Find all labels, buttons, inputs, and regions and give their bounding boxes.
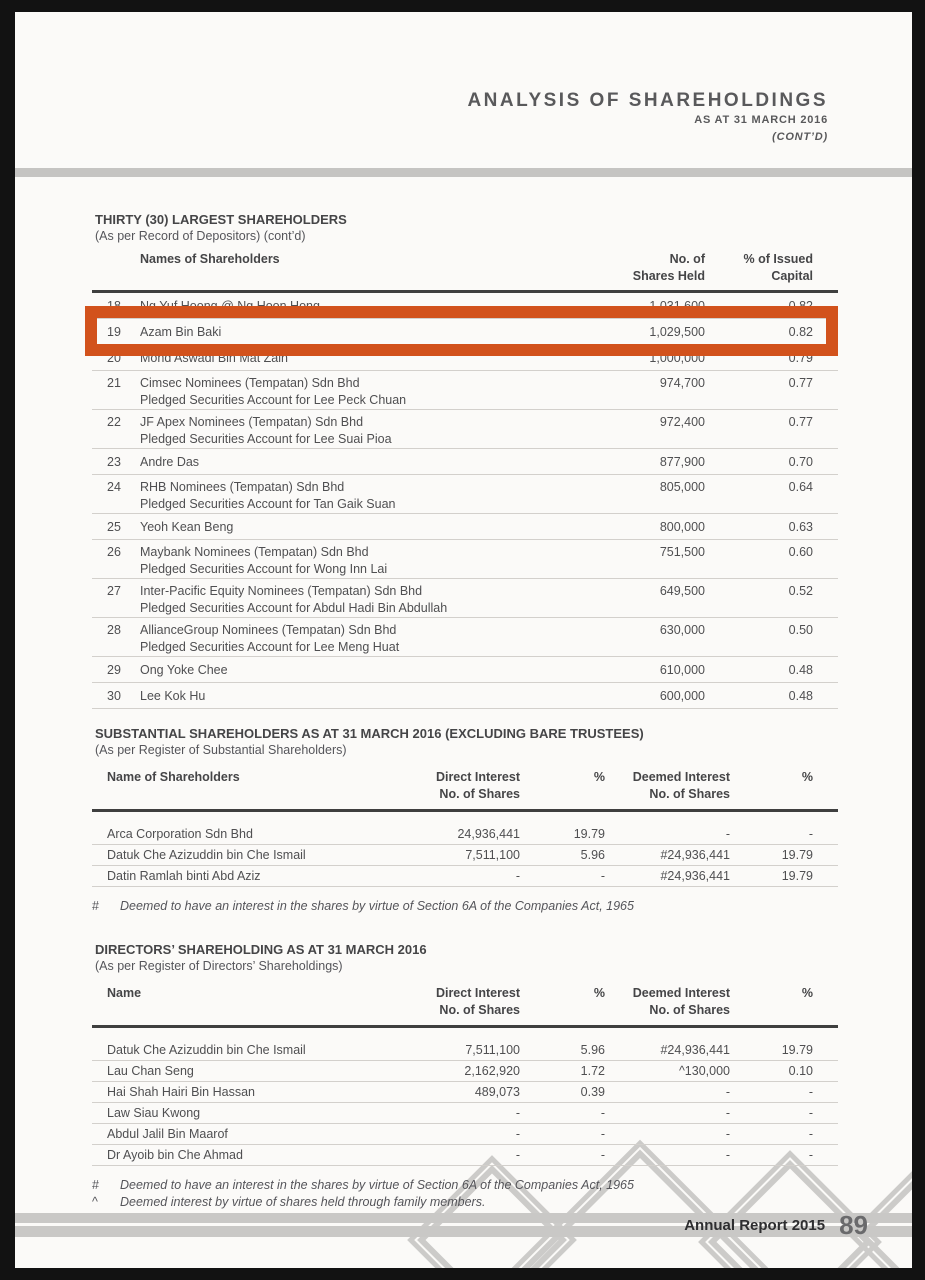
direct-pct-value: 5.96: [580, 1043, 605, 1057]
pct-issued-value: 0.70: [788, 455, 813, 469]
direct-pct-value: -: [600, 1106, 605, 1120]
page-title: ANALYSIS OF SHAREHOLDINGS: [467, 90, 828, 111]
deemed-interest-value: #24,936,441: [660, 1043, 730, 1057]
table-row: [92, 1040, 838, 1061]
row-number: 27: [107, 584, 121, 598]
shareholder-name: RHB Nominees (Tempatan) Sdn Bhd Pledged Securities Account for Tan Gaik Suan: [140, 480, 396, 511]
direct-interest-value: 7,511,100: [465, 848, 520, 862]
table-row: [92, 618, 838, 657]
deemed-interest-value: #24,936,441: [660, 869, 730, 883]
shareholder-name: Inter-Pacific Equity Nominees (Tempatan) Sdn Bhd Pledged Securities Account for Abdul Hadi Bin Abdullah: [140, 584, 448, 615]
row-number: 23: [107, 455, 121, 469]
pct-issued-value: 0.48: [788, 689, 813, 703]
column-header-pct1: %: [593, 986, 605, 1000]
column-header-shares: No. of Shares Held: [632, 252, 705, 283]
column-header-names: Names of Shareholders: [140, 252, 280, 266]
shares-held-value: 610,000: [659, 663, 705, 677]
pct-issued-value: 0.63: [788, 520, 813, 534]
shareholder-name: Arca Corporation Sdn Bhd: [107, 827, 253, 841]
deemed-interest-value: #24,936,441: [660, 848, 730, 862]
directors-shareholding-table: [92, 985, 838, 1211]
deemed-pct-value: 19.79: [781, 848, 813, 862]
table-row: [92, 1103, 838, 1124]
section-title: DIRECTORS’ SHAREHOLDING AS AT 31 MARCH 2016: [95, 942, 427, 957]
section-thirty-largest-heading: [95, 212, 838, 244]
row-number: 28: [107, 623, 121, 637]
page-subtitle: AS AT 31 MARCH 2016: [694, 114, 828, 126]
deemed-pct-value: -: [808, 827, 813, 841]
table-header-row: [92, 251, 838, 293]
column-header-pct2: %: [801, 770, 813, 784]
section-title: SUBSTANTIAL SHAREHOLDERS AS AT 31 MARCH 2016 (EXCLUDING BARE TRUSTEES): [95, 726, 644, 741]
row-number: 24: [107, 480, 121, 494]
direct-interest-value: 489,073: [474, 1085, 520, 1099]
shares-held-value: 1,029,500: [649, 325, 705, 339]
table-row: [92, 1061, 838, 1082]
shareholder-name: Yeoh Kean Beng: [140, 520, 234, 534]
direct-interest-value: 7,511,100: [465, 1043, 520, 1057]
pct-issued-value: 0.64: [788, 480, 813, 494]
table-row: [92, 845, 838, 866]
table-row: [92, 475, 838, 514]
row-number: 22: [107, 415, 121, 429]
pct-issued-value: 0.82: [788, 325, 813, 339]
shareholder-name: Lee Kok Hu: [140, 689, 206, 703]
table-body: [92, 824, 838, 887]
footnotes: [92, 1177, 838, 1211]
shares-held-value: 1,000,000: [649, 351, 705, 365]
footnote-text: Deemed to have an interest in the shares by virtue of Section 6A of the Companies Act, 1965: [120, 899, 634, 913]
column-header-name: Name of Shareholders: [107, 770, 240, 784]
page-contd-note: (CONT’D): [772, 131, 828, 143]
table-row: [92, 1082, 838, 1103]
column-header-direct: Direct Interest No. of Shares: [435, 986, 520, 1017]
deemed-pct-value: 19.79: [781, 869, 813, 883]
pct-issued-value: 0.50: [788, 623, 813, 637]
table-header-row: [92, 985, 838, 1028]
shareholder-name: Cimsec Nominees (Tempatan) Sdn Bhd Pledged Securities Account for Lee Peck Chuan: [140, 376, 407, 407]
section-subtitle: (As per Register of Directors’ Shareholdings): [95, 959, 343, 973]
shares-held-value: 751,500: [659, 545, 705, 559]
table-row: [92, 1145, 838, 1166]
row-number: 19: [107, 325, 121, 339]
shareholder-name: AllianceGroup Nominees (Tempatan) Sdn Bhd Pledged Securities Account for Lee Meng Huat: [140, 623, 400, 654]
deemed-interest-value: ^130,000: [678, 1064, 730, 1078]
page-footer: [684, 1209, 868, 1240]
shares-held-value: 800,000: [659, 520, 705, 534]
shares-held-value: 974,700: [659, 376, 705, 390]
column-header-deemed: Deemed Interest No. of Shares: [632, 770, 730, 801]
section-substantial-heading: [95, 726, 838, 758]
direct-pct-value: -: [600, 1148, 605, 1162]
shareholder-name: Datin Ramlah binti Abd Aziz: [107, 869, 261, 883]
table-row: [92, 371, 838, 410]
direct-pct-value: 5.96: [580, 848, 605, 862]
direct-pct-value: -: [600, 1127, 605, 1141]
direct-interest-value: 24,936,441: [457, 827, 520, 841]
section-title: THIRTY (30) LARGEST SHAREHOLDERS: [95, 212, 347, 227]
shareholder-name: Ong Yoke Chee: [140, 663, 228, 677]
footnote-symbol: ^: [92, 1195, 98, 1209]
section-subtitle: (As per Register of Substantial Shareholders): [95, 743, 347, 757]
deemed-pct-value: -: [808, 1148, 813, 1162]
deemed-interest-value: -: [725, 1106, 730, 1120]
deemed-pct-value: -: [808, 1085, 813, 1099]
deemed-pct-value: 19.79: [781, 1043, 813, 1057]
direct-interest-value: 2,162,920: [464, 1064, 520, 1078]
direct-interest-value: -: [515, 1148, 520, 1162]
pct-issued-value: 0.79: [788, 351, 813, 365]
page-header: [467, 90, 828, 146]
shareholder-name: Ng Yuf Hoong @ Ng Hoon Hong: [140, 299, 320, 313]
pct-issued-value: 0.82: [788, 299, 813, 313]
highlight-annotation-box: [85, 306, 838, 356]
column-header-pct2: %: [801, 986, 813, 1000]
row-number: 26: [107, 545, 121, 559]
table-row: [92, 410, 838, 449]
table-row: [92, 683, 838, 709]
shareholder-name: Andre Das: [140, 455, 200, 469]
director-name: Dr Ayoib bin Che Ahmad: [107, 1148, 243, 1162]
footnote: [92, 1177, 838, 1194]
director-name: Abdul Jalil Bin Maarof: [107, 1127, 228, 1141]
direct-interest-value: -: [515, 1106, 520, 1120]
pct-issued-value: 0.77: [788, 415, 813, 429]
direct-interest-value: -: [515, 1127, 520, 1141]
shares-held-value: 972,400: [659, 415, 705, 429]
pct-issued-value: 0.77: [788, 376, 813, 390]
report-name: Annual Report 2015: [684, 1216, 826, 1234]
column-header-pct1: %: [593, 770, 605, 784]
document-page: [15, 12, 912, 1268]
shareholder-name: Azam Bin Baki: [140, 325, 222, 339]
row-number: 18: [107, 299, 121, 313]
table-row: [92, 824, 838, 845]
shareholder-name: JF Apex Nominees (Tempatan) Sdn Bhd Pledged Securities Account for Lee Suai Pioa: [140, 415, 392, 446]
column-header-name: Name: [107, 986, 142, 1000]
shares-held-value: 649,500: [659, 584, 705, 598]
director-name: Law Siau Kwong: [107, 1106, 201, 1120]
column-header-deemed: Deemed Interest No. of Shares: [632, 986, 730, 1017]
pct-issued-value: 0.52: [788, 584, 813, 598]
table-row: [92, 540, 838, 579]
deemed-pct-value: -: [808, 1106, 813, 1120]
substantial-shareholders-table: [92, 769, 838, 915]
footnote-symbol: #: [92, 899, 99, 913]
table-row: [92, 1124, 838, 1145]
direct-pct-value: -: [600, 869, 605, 883]
deemed-pct-value: -: [808, 1127, 813, 1141]
footnote-text: Deemed to have an interest in the shares by virtue of Section 6A of the Companies Act, 1965: [120, 1178, 634, 1192]
section-subtitle: (As per Record of Depositors) (cont’d): [95, 229, 306, 243]
shares-held-value: 1,031,600: [649, 299, 705, 313]
footnotes: [92, 898, 838, 915]
row-number: 25: [107, 520, 121, 534]
shares-held-value: 600,000: [659, 689, 705, 703]
table-row: [92, 449, 838, 475]
table-row: [92, 514, 838, 540]
page-number: 89: [839, 1209, 868, 1240]
shares-held-value: 877,900: [659, 455, 705, 469]
row-number: 21: [107, 376, 121, 390]
table-header-row: [92, 769, 838, 812]
row-number: 30: [107, 689, 121, 703]
direct-pct-value: 0.39: [580, 1085, 605, 1099]
pct-issued-value: 0.60: [788, 545, 813, 559]
row-number: 20: [107, 351, 121, 365]
footnote-text: Deemed interest by virtue of shares held through family members.: [120, 1195, 486, 1209]
table-row: [92, 579, 838, 618]
pct-issued-value: 0.48: [788, 663, 813, 677]
shares-held-value: 630,000: [659, 623, 705, 637]
column-header-pct: % of Issued Capital: [743, 252, 813, 283]
deemed-interest-value: -: [725, 827, 730, 841]
deemed-interest-value: -: [725, 1085, 730, 1099]
shareholder-name: Datuk Che Azizuddin bin Che Ismail: [107, 848, 306, 862]
deemed-pct-value: 0.10: [788, 1064, 813, 1078]
deemed-interest-value: -: [725, 1127, 730, 1141]
director-name: Datuk Che Azizuddin bin Che Ismail: [107, 1043, 306, 1057]
direct-interest-value: -: [515, 869, 520, 883]
shareholder-name: Mohd Aswadi Bin Mat Zain: [140, 351, 288, 365]
table-row: [92, 657, 838, 683]
table-row: [92, 866, 838, 887]
direct-pct-value: 19.79: [573, 827, 605, 841]
row-number: 29: [107, 663, 121, 677]
shareholder-name: Maybank Nominees (Tempatan) Sdn Bhd Pledged Securities Account for Wong Inn Lai: [140, 545, 388, 576]
director-name: Hai Shah Hairi Bin Hassan: [107, 1085, 255, 1099]
column-header-direct: Direct Interest No. of Shares: [435, 770, 520, 801]
shares-held-value: 805,000: [659, 480, 705, 494]
footnote: [92, 1194, 838, 1211]
section-directors-heading: [95, 942, 838, 974]
direct-pct-value: 1.72: [580, 1064, 605, 1078]
director-name: Lau Chan Seng: [107, 1064, 194, 1078]
deemed-interest-value: -: [725, 1148, 730, 1162]
footnote-symbol: #: [92, 1178, 99, 1192]
header-divider-bar: [15, 168, 912, 177]
table-body: [92, 1040, 838, 1166]
